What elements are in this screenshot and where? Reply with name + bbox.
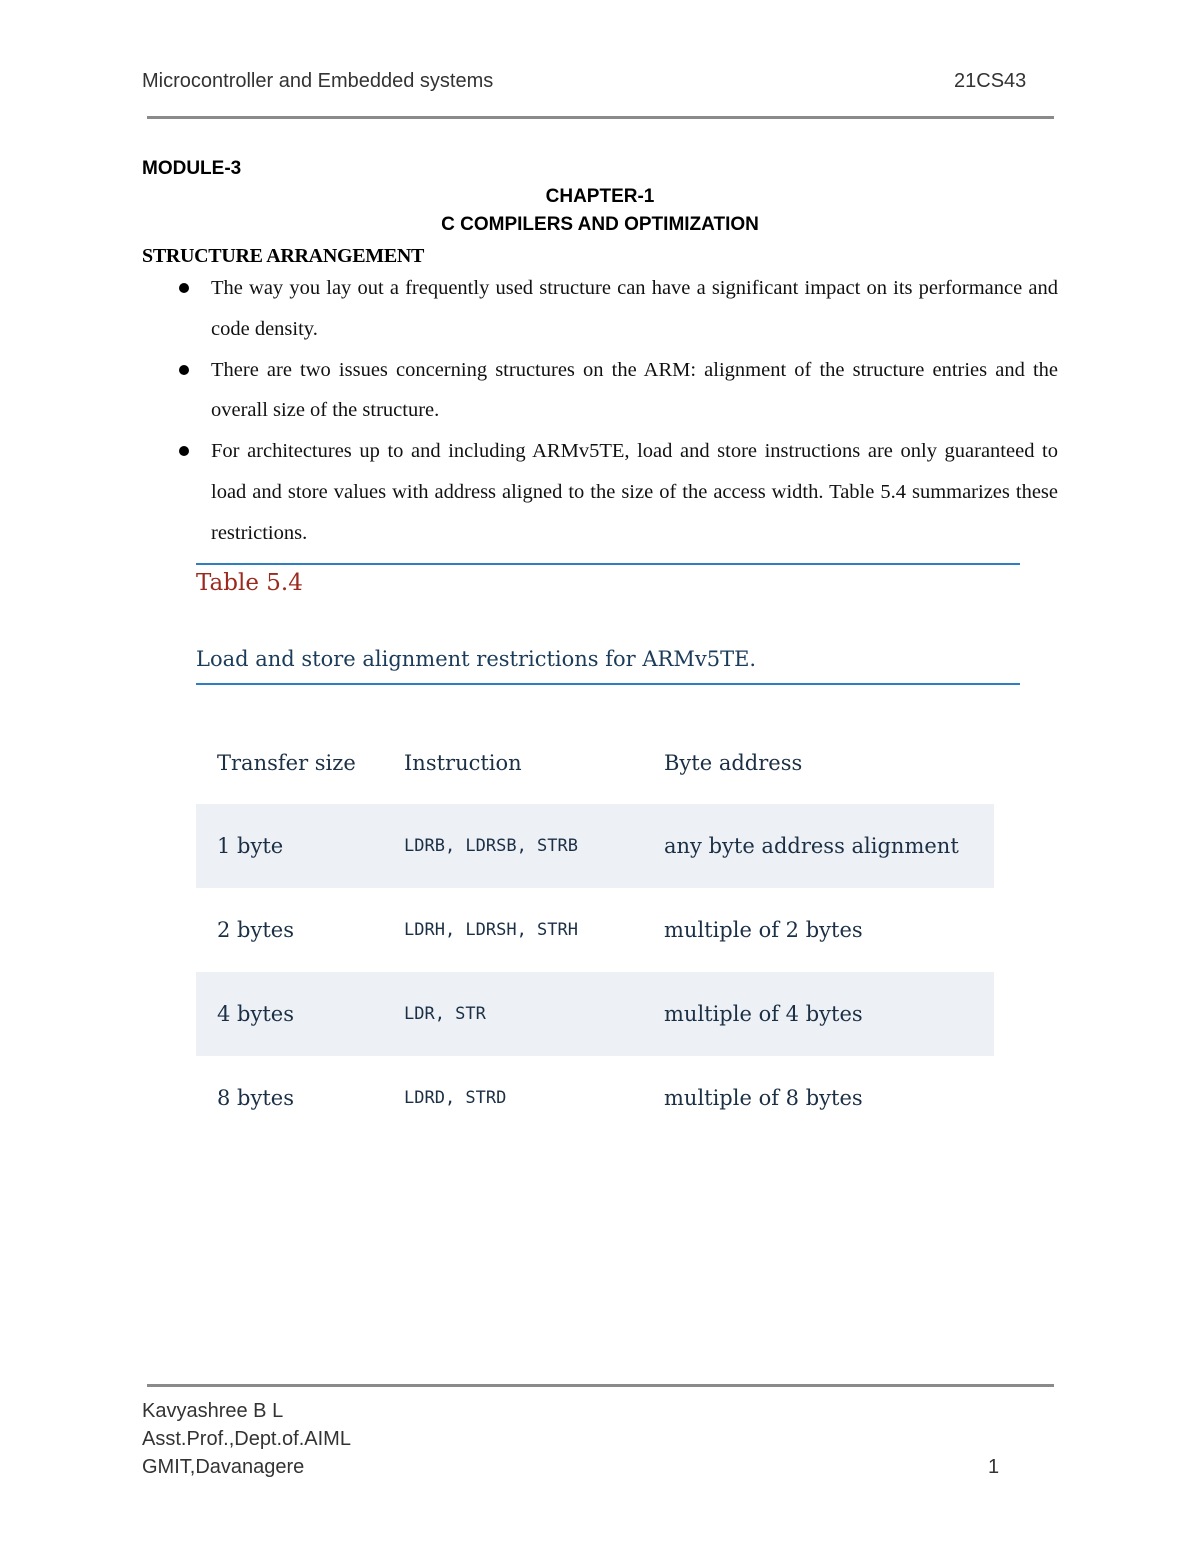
table-row: [196, 1056, 994, 1140]
table-label: Table 5.4: [196, 570, 303, 596]
bullet-text: The way you lay out a frequently used structure can have a significant impact on its performance and code density.: [211, 277, 1058, 340]
bullet-text: There are two issues concerning structures on the ARM: alignment of the structure entries and the overall size of the structure.: [211, 358, 1058, 422]
section-title: STRUCTURE ARRANGEMENT: [142, 245, 425, 267]
footer-designation: Asst.Prof.,Dept.of.AIML: [142, 1428, 351, 1450]
column-header-byte-address: Byte address: [664, 751, 803, 775]
column-header-instruction: Instruction: [404, 751, 522, 775]
bullet-item: [142, 268, 1058, 350]
cell-transfer-size: 2 bytes: [217, 918, 294, 942]
module-heading: MODULE-3: [142, 158, 242, 179]
table-caption: Load and store alignment restrictions for ARMv5TE.: [196, 647, 757, 671]
chapter-title: C COMPILERS AND OPTIMIZATION: [441, 214, 759, 235]
cell-instruction: LDR, STR: [383, 972, 643, 1056]
cell-instruction: LDRD, STRD: [404, 1088, 507, 1108]
cell-byte-address: multiple of 2 bytes: [664, 918, 863, 942]
header-course-code: 21CS43: [954, 70, 1027, 92]
cell-instruction: LDRB, LDRSB, STRB: [383, 804, 643, 888]
bullet-icon: [179, 283, 189, 293]
cell-transfer-size: 1 byte: [196, 804, 383, 888]
table-caption-rule: [196, 683, 1020, 685]
page-number: 1: [988, 1456, 1000, 1478]
footer-author: Kavyashree B L: [142, 1400, 284, 1422]
column-header-transfer-size: Transfer size: [217, 751, 356, 775]
bullet-list: [142, 268, 1058, 554]
chapter-heading: CHAPTER-1: [545, 186, 655, 207]
table-row: [196, 804, 994, 888]
cell-transfer-size: 8 bytes: [217, 1086, 294, 1110]
bullet-item: [142, 431, 1058, 553]
bullet-item: [142, 350, 1058, 432]
table-top-rule: [196, 563, 1020, 565]
cell-byte-address: any byte address alignment: [643, 804, 994, 888]
bullet-text: For architectures up to and including ARMv5TE, load and store instructions are only guaranteed to load and store values with address aligned to the size of the access width. Table 5.4 summarizes these restrictions.: [211, 440, 1058, 544]
cell-byte-address: multiple of 8 bytes: [664, 1086, 863, 1110]
table-row: [196, 888, 994, 972]
cell-transfer-size: 4 bytes: [196, 972, 383, 1056]
footer-institute: GMIT,Davanagere: [142, 1456, 305, 1478]
footer-divider: [147, 1384, 1054, 1387]
cell-instruction: LDRH, LDRSH, STRH: [404, 920, 578, 940]
table-header-row: [196, 722, 994, 804]
bullet-icon: [179, 365, 189, 375]
table-row: [196, 972, 994, 1056]
cell-byte-address: multiple of 4 bytes: [643, 972, 994, 1056]
alignment-table: [196, 722, 994, 1140]
header-subject: Microcontroller and Embedded systems: [142, 70, 494, 92]
header-divider: [147, 116, 1054, 119]
bullet-icon: [179, 446, 189, 456]
